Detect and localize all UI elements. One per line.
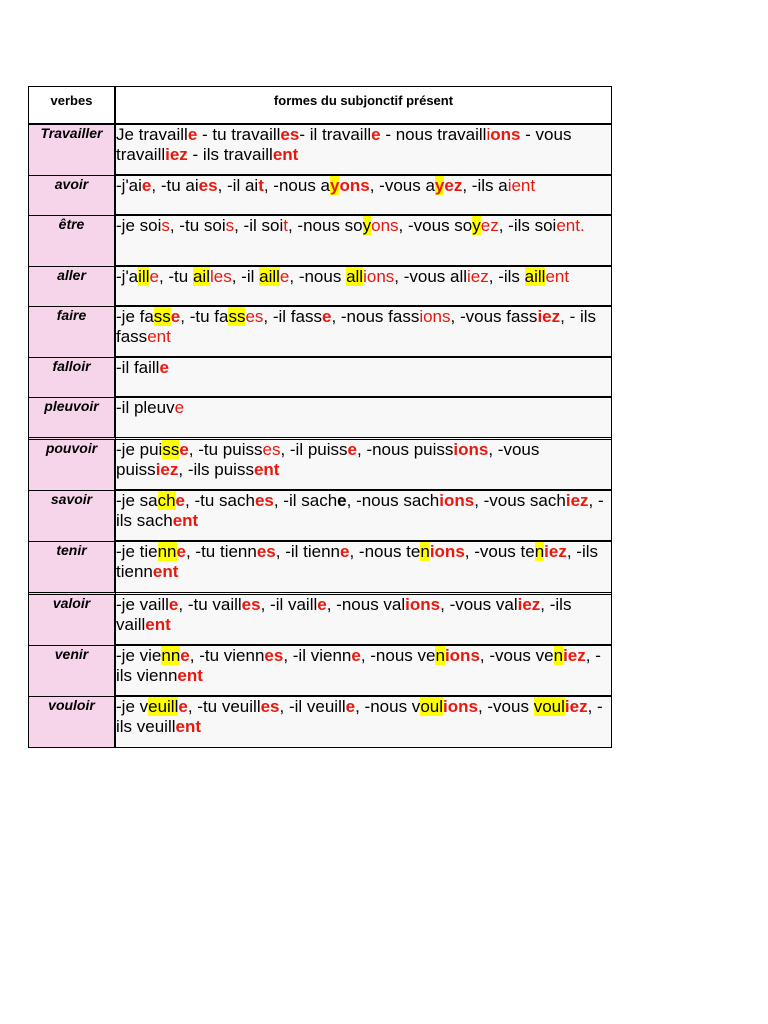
form-ending: ent [172,511,199,530]
form-ending: t [283,216,288,235]
form-stem: , -tu vienn [189,646,265,665]
form-ending: e [141,176,152,195]
form-ending: ions [439,491,475,510]
verb-name: falloir [29,358,116,398]
form-stem: - tu travaill [197,125,281,144]
conjugation-forms [116,542,611,595]
table-row [29,267,611,307]
form-ending: n [420,542,430,561]
form-stem: , -tu ai [151,176,199,195]
form-ending: nn [157,542,177,561]
form-stem: , -vous a [369,176,435,195]
form-stem: , -vous ve [479,646,554,665]
table-row [29,125,611,176]
conjugation-forms [116,646,611,697]
form-ending: iez [564,697,588,716]
form-stem: , -nous te [349,542,421,561]
form-ending: ez [444,176,463,195]
form-stem: , -nous v [355,697,421,716]
form-ending: e [170,307,181,326]
form-stem: , -ils puiss [178,460,254,479]
form-ending: ill [138,267,150,286]
form-ending: e [337,491,347,510]
form-ending: iez [165,145,188,164]
form-stem: , -nous fass [331,307,420,326]
form-ending: s [225,216,235,235]
form-stem: , -nous puiss [357,440,454,459]
form-ending: ions [363,267,395,286]
form-ending: e [340,542,350,561]
form-stem: , -tu vaill [178,595,242,614]
form-ending: ch [157,491,176,510]
form-stem: , -nous so [287,216,363,235]
form-stem: , -vous te [464,542,535,561]
form-ending: es [198,176,218,195]
form-ending: euill [148,697,179,716]
form-ending: e [180,646,190,665]
conjugation-forms [116,176,611,216]
form-stem: , - ils fass [116,307,597,346]
form-ending: es [280,125,300,144]
table-row [29,216,611,267]
verb-name: faire [29,307,116,358]
form-stem: , -ils sach [116,491,604,530]
form-stem: , -vous val [440,595,518,614]
form-stem: -je vaill [116,595,169,614]
form-ending: i [486,125,491,144]
form-ending: ions [429,542,465,561]
table-row [29,398,611,440]
form-stem: -il faill [116,358,160,377]
form-ending: es [264,646,284,665]
form-stem: , -il fass [263,307,322,326]
form-stem: , -tu tienn [185,542,257,561]
form-ending: y [434,176,445,195]
form-ending: e [175,491,186,510]
form-stem: , -ils a [462,176,508,195]
form-stem: , -tu veuill [187,697,261,716]
form-stem: , -vous fass [450,307,538,326]
form-ending: iez [563,646,586,665]
form-ending: ions [443,697,478,716]
form-ending: ss [153,307,171,326]
form-ending: e [279,267,290,286]
form-ending: iez [565,491,589,510]
table-row [29,440,611,491]
form-ending: e [159,358,169,377]
form-stem: , -ils vaill [116,595,572,634]
form-ending: les [209,267,232,286]
table-row [29,491,611,542]
form-stem: , -il veuill [279,697,346,716]
form-stem: , -nous val [326,595,406,614]
form-ending: e [321,307,332,326]
form-stem: , -ils veuill [116,697,603,736]
form-ending: y [330,176,340,195]
form-ending: e [317,595,327,614]
form-ending: es [254,491,274,510]
form-ending: iez [467,267,489,286]
form-stem: , -vous so [398,216,473,235]
conjugation-forms [116,595,611,646]
form-ending: es [256,542,276,561]
form-ending: all [346,267,364,286]
form-ending: ent [253,460,280,479]
form-ending: ss [228,307,246,326]
form-stem: , -il tienn [275,542,341,561]
form-ending: y [362,216,372,235]
table-row [29,358,611,398]
form-stem: , -tu soi [169,216,226,235]
verb-name: pouvoir [29,440,116,491]
form-stem: , -ils [488,267,525,286]
form-ending: es [241,595,261,614]
form-ending: nn [161,646,181,665]
form-stem: , -nous a [263,176,331,195]
verb-name: savoir [29,491,116,542]
form-stem: , -vous puiss [116,440,540,479]
form-ending: oul [420,697,443,716]
conjugation-forms [116,491,611,542]
form-ending: ions [419,307,451,326]
form-ending: ient [507,176,536,195]
form-ending: e [347,440,357,459]
form-ending: e [178,697,188,716]
conjugation-forms [116,697,611,747]
table-row [29,542,611,595]
form-ending: e [179,440,189,459]
form-stem: -je pui [116,440,163,459]
header-row [29,87,611,125]
form-stem: , -il [231,267,260,286]
form-ending: e [187,125,198,144]
form-stem: , -il puiss [280,440,348,459]
conjugation-forms [116,440,611,491]
form-stem: , -il vienn [283,646,352,665]
form-ending: ent. [556,216,585,235]
header-verbes: verbes [29,87,116,125]
form-ending: e [371,125,381,144]
form-stem: -je fa [116,307,154,326]
form-stem: - vous travaill [116,125,572,164]
form-stem: , -ils vienn [116,646,601,685]
form-stem: - il travaill [299,125,372,144]
conjugation-forms [116,398,611,440]
form-ending: n [534,542,545,561]
form-ending: e [149,267,159,286]
form-stem: -j'a [116,267,139,286]
conjugation-forms [116,358,611,398]
form-ending: e [174,398,185,417]
form-ending: e [351,646,361,665]
table-row [29,307,611,358]
form-ending: e [176,542,186,561]
verb-name: avoir [29,176,116,216]
form-stem: - nous travaill [380,125,487,144]
verb-name: Travailler [29,125,116,176]
verb-name: vouloir [29,697,116,747]
table-row [29,646,611,697]
form-ending: iez [155,460,179,479]
table-row [29,176,611,216]
form-ending: ions [444,646,480,665]
form-stem: -j'ai [116,176,142,195]
form-stem: , -vous [477,697,534,716]
form-stem: , -nous sach [346,491,440,510]
verb-name: venir [29,646,116,697]
header-formes: formes du subjonctif présent [116,87,611,125]
table-body [29,125,611,747]
form-ending: ons [490,125,521,144]
form-ending: ent [177,666,203,685]
form-ending: ent [545,267,570,286]
form-ending: es [245,307,264,326]
form-ending: ent [145,615,171,634]
verb-name: aller [29,267,116,307]
form-ending: iez [544,542,567,561]
form-stem: -il pleuv [116,398,175,417]
form-ending: ions [405,595,441,614]
form-ending: t [258,176,264,195]
subjunctive-table [28,86,612,748]
form-stem: , -ils soi [498,216,557,235]
form-stem: , -il ai [217,176,259,195]
form-ending: n [435,646,445,665]
form-ending: ons [371,216,399,235]
form-stem: -je soi [116,216,162,235]
conjugation-forms [116,216,611,267]
form-ending: ail [192,267,210,286]
form-ending: ez [480,216,499,235]
form-ending: voul [533,697,565,716]
form-stem: , -il soi [234,216,284,235]
form-stem: -je sa [116,491,158,510]
form-ending: ons [339,176,370,195]
form-stem: , -tu [158,267,193,286]
form-stem: , -il sach [273,491,338,510]
conjugation-forms [116,125,611,176]
conjugation-forms [116,307,611,358]
form-ending: iez [517,595,541,614]
form-stem: , -tu puiss [188,440,263,459]
form-ending: n [553,646,564,665]
table-row [29,595,611,646]
form-ending: e [345,697,356,716]
form-stem: -je vie [116,646,162,665]
conjugation-forms [116,267,611,307]
form-ending: iez [537,307,561,326]
form-ending: ent [175,717,202,736]
form-ending: ent [147,327,171,346]
form-stem: , -vous sach [474,491,566,510]
form-ending: ions [453,440,489,459]
form-ending: ent [152,562,179,581]
verb-name: valoir [29,595,116,646]
form-ending: e [168,595,179,614]
form-ending: s [161,216,170,235]
form-stem: , -vous all [394,267,468,286]
verb-name: être [29,216,116,267]
form-stem: , -tu fa [180,307,229,326]
form-stem: , -il vaill [260,595,318,614]
form-stem: - ils travaill [187,145,273,164]
form-ending: aill [259,267,280,286]
form-ending: y [472,216,481,235]
form-stem: , -nous ve [360,646,436,665]
verb-name: pleuvoir [29,398,116,440]
form-ending: ss [162,440,180,459]
form-ending: es [260,697,280,716]
form-stem: -je tie [116,542,158,561]
form-stem: , -tu sach [185,491,255,510]
form-stem: -je v [116,697,149,716]
form-stem: , -nous [289,267,347,286]
form-ending: ent [272,145,299,164]
table-row [29,697,611,747]
verb-name: tenir [29,542,116,595]
form-stem: Je travaill [116,125,188,144]
form-ending: es [262,440,281,459]
form-stem: , -ils tienn [116,542,599,581]
form-ending: aill [524,267,546,286]
